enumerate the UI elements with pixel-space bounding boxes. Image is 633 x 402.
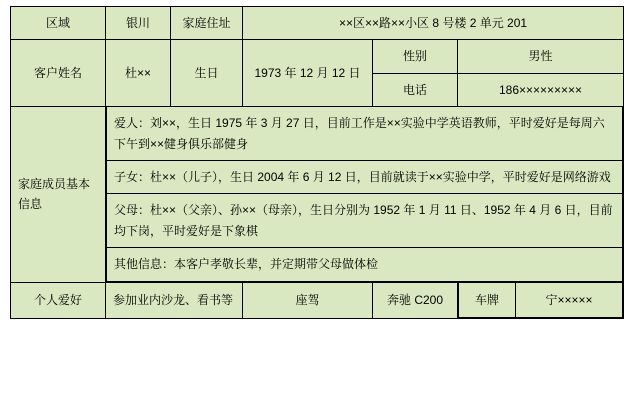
- phone-value: 186×××××××××: [458, 73, 624, 106]
- birthday-value: 1973 年 12 月 12 日: [243, 40, 373, 107]
- address-label: 家庭住址: [171, 7, 243, 40]
- list-item: 爱人：刘××，生日 1975 年 3 月 27 日，目前工作是××实验中学英语教师，平时爱好是每周六下午到××健身俱乐部健身: [107, 107, 623, 160]
- car-label: 座驾: [243, 282, 373, 318]
- list-item: 子女：杜××（儿子），生日 2004 年 6 月 12 日，目前就读于××实验中学，平时爱好是网络游戏: [107, 160, 623, 193]
- hobby-value: 参加业内沙龙、看书等: [106, 282, 243, 318]
- phone-label: 电话: [373, 73, 458, 106]
- customer-info-table: [10, 6, 624, 319]
- plate-value: 宁×××××: [516, 283, 623, 318]
- region-label: 区域: [11, 7, 106, 40]
- table-row-region: [11, 7, 624, 40]
- name-label: 客户姓名: [11, 40, 106, 107]
- region-value: 银川: [106, 7, 171, 40]
- hobby-label: 个人爱好: [11, 282, 106, 318]
- birthday-label: 生日: [171, 40, 243, 107]
- gender-value: 男性: [458, 40, 624, 73]
- table-row-family: [11, 107, 624, 282]
- table-row-customer: [11, 40, 624, 73]
- list-item: 其他信息：本客户孝敬长辈，并定期带父母做体检: [107, 248, 623, 281]
- plate-cell: [458, 282, 624, 318]
- table-row-hobby: [11, 282, 624, 318]
- plate-label: 车牌: [459, 283, 516, 318]
- gender-label: 性别: [373, 40, 458, 73]
- family-members-label: 家庭成员基本信息: [11, 107, 106, 282]
- name-value: 杜××: [106, 40, 171, 107]
- address-value: ××区××路××小区 8 号楼 2 单元 201: [243, 7, 624, 40]
- family-members-cell: [106, 107, 624, 282]
- car-value: 奔驰 C200: [373, 282, 458, 318]
- family-members-list: [106, 107, 623, 281]
- list-item: 父母：杜××（父亲）、孙××（母亲），生日分别为 1952 年 1 月 11 日、1952 年 4 月 6 日，目前均下岗，平时爱好是下象棋: [107, 194, 623, 248]
